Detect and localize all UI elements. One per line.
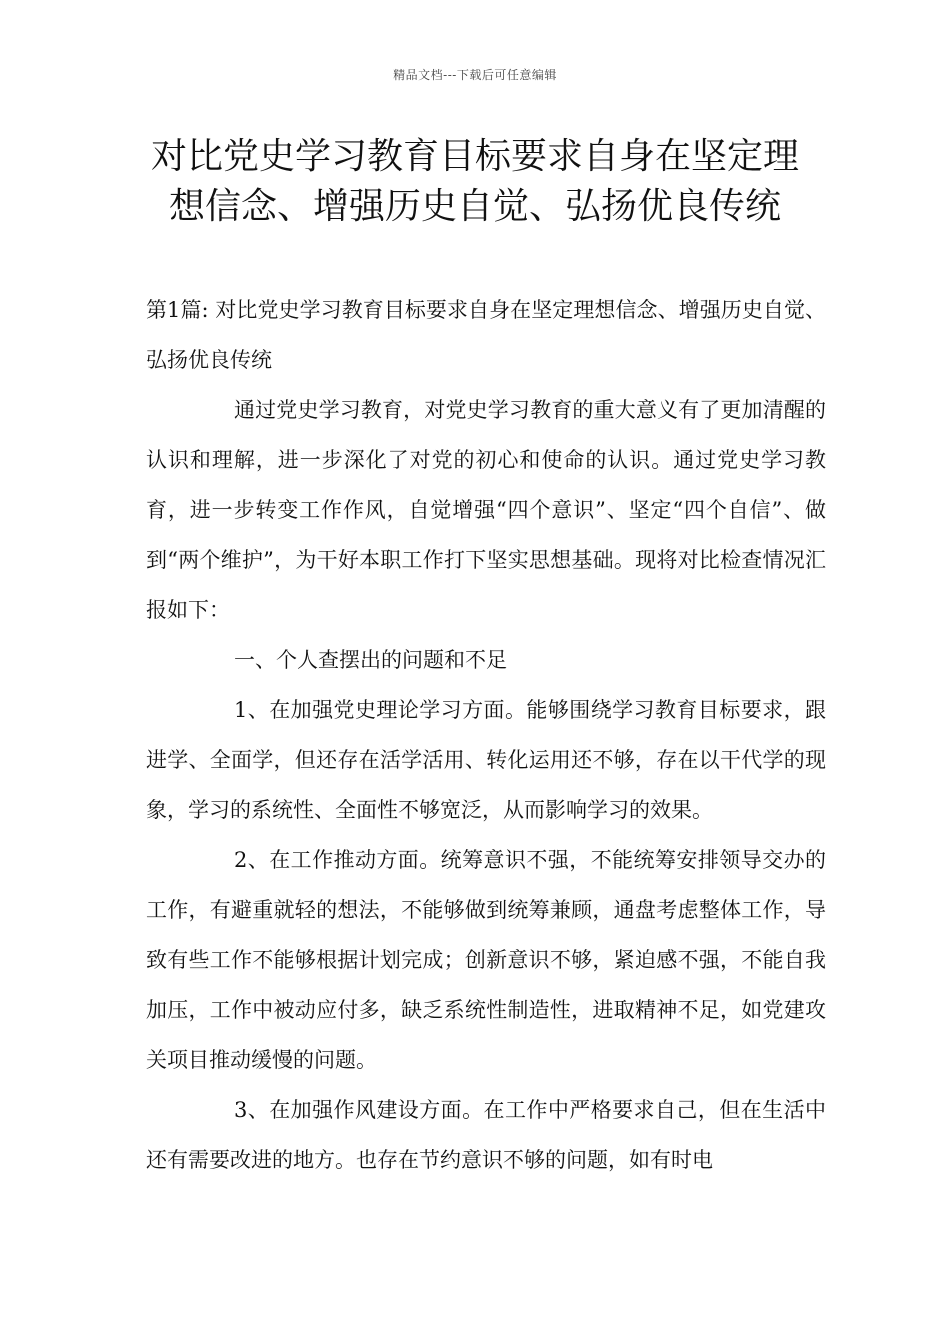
header-note: 精品文档---下载后可任意编辑 <box>393 68 557 82</box>
paragraph-intro: 通过党史学习教育，对党史学习教育的重大意义有了更加清醒的认识和理解，进一步深化了对党的初心和使命的认识。通过党史学习教育，进一步转变工作作风，自觉增强“四个意识”、坚定“四个自信”、做到“两个维护”，为干好本职工作打下坚实思想基础。现将对比检查情况汇报如下： <box>146 398 826 622</box>
document-title: 对比党史学习教育目标要求自身在坚定理想信念、增强历史自觉、弘扬优良传统 <box>150 136 799 227</box>
paragraph-item-2: 2、在工作推动方面。统筹意识不强，不能统筹安排领导交办的工作，有避重就轻的想法，不能够做到统筹兼顾，通盘考虑整体工作，导致有些工作不能够根据计划完成；创新意识不够，紧迫感不强，不能自我加压，工作中被动应付多，缺乏系统性制造性，进取精神不足，如党建攻关项目推动缓慢的问题。 <box>146 848 826 1072</box>
paragraph-item-3: 3、在加强作风建设方面。在工作中严格要求自己，但在生活中还有需要改进的地方。也存在节约意识不够的问题，如有时电 <box>146 1098 826 1172</box>
paragraph-item-1: 1、在加强党史理论学习方面。能够围绕学习教育目标要求，跟进学、全面学，但还存在活学活用、转化运用还不够，存在以干代学的现象，学习的系统性、全面性不够宽泛，从而影响学习的效果。 <box>146 698 826 822</box>
document-body <box>146 285 826 1185</box>
section-heading: 第1篇: 对比党史学习教育目标要求自身在坚定理想信念、增强历史自觉、弘扬优良传统 <box>146 298 826 372</box>
paragraph-heading-1: 一、个人查摆出的问题和不足 <box>234 648 507 672</box>
